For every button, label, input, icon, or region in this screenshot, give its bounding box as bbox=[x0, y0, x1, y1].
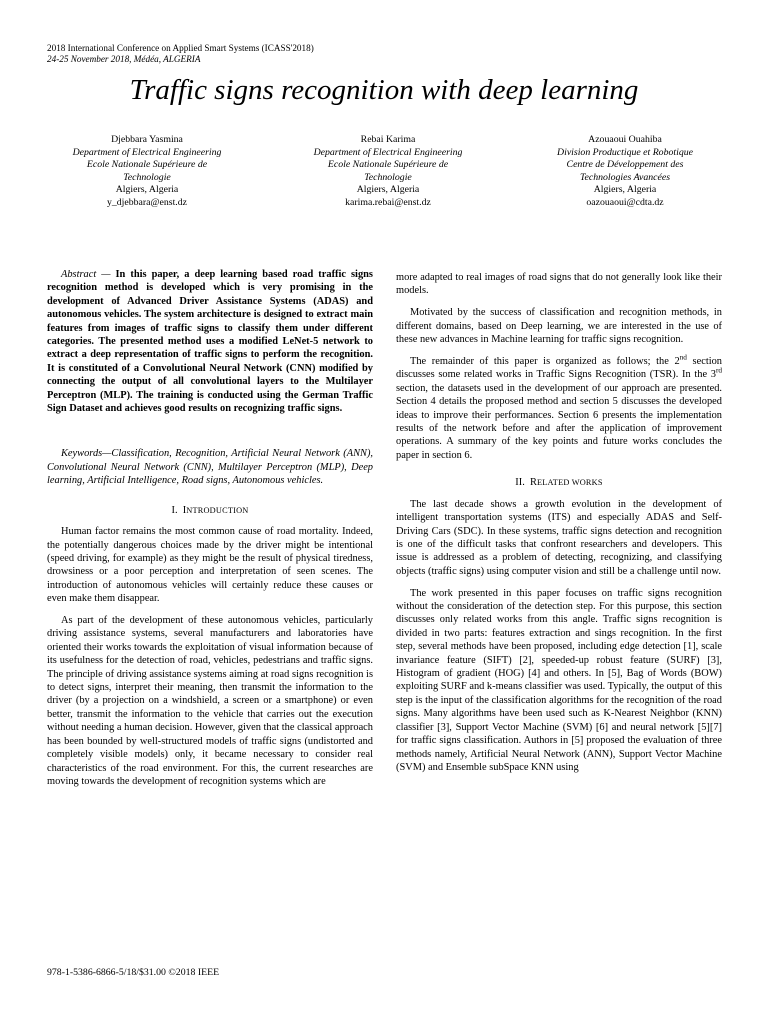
conference-date-location: 24-25 November 2018, Médéa, ALGERIA bbox=[47, 54, 201, 64]
section-number: II. bbox=[515, 477, 525, 489]
section-heading-introduction bbox=[47, 504, 373, 517]
author-department: Department of Electrical Engineering bbox=[313, 146, 463, 158]
related-paragraph-1: The last decade shows a growth evolution in the development of intelligent transportation systems (ITS) and especially ADAS and Self-Driving Cars (SDC). In these systems, traffic signs detection and recognition is one of the difficult tasks that confront researchers and developers. This issue is addressed as a problem of detecting, recognizing, and classifying objects (traffic signs) using computer vision and still be a challenge until now. bbox=[396, 498, 722, 577]
author-institution: Centre de Développement des bbox=[566, 159, 684, 171]
left-column bbox=[47, 268, 373, 797]
author-location: Algiers, Algeria bbox=[115, 184, 179, 196]
author-institution: Ecole Nationale Supérieure de bbox=[327, 159, 449, 171]
organization-text-a: The remainder of this paper is organized as follows; the 2 bbox=[410, 356, 680, 368]
section-title-rest: NTRODUCTION bbox=[186, 505, 249, 515]
author-institution-cont: Technologie bbox=[364, 171, 412, 183]
right-column bbox=[396, 271, 722, 783]
conference-header bbox=[47, 43, 314, 65]
author-2 bbox=[283, 134, 493, 210]
ordinal-suffix: nd bbox=[679, 353, 687, 362]
intro-paragraph-2: As part of the development of these autonomous vehicles, particularly driving assistance systems, several manufacturers and laboratories have oriented their works towards the exploitation of visual information because of its usefulness for the detection of road, vehicles, pedestrians and traffic signs. The principle of driving assistance systems aiming at road signs recognition is to detect signs, interpret their meaning, then transmit the information to the driver (by a projection on a windshield, a screen or a smartphone) or even better, transmit the information to the vehicle that carries out the execution without needing a human decision. However, given that the classical approach has been bounded by well-structured models of traffic signs (undistorted and completely visible models) only, it became necessary to consider real characteristics of the road environment. For this, the current researches are moving towards the development of recognition systems which are bbox=[47, 615, 373, 787]
author-name: Rebai Karima bbox=[360, 134, 416, 145]
copyright-footer: 978-1-5386-6866-5/18/$31.00 ©2018 IEEE bbox=[47, 967, 220, 978]
abstract bbox=[47, 268, 373, 415]
section-heading-related-works bbox=[396, 476, 722, 489]
section-title-rest: ELATED bbox=[536, 478, 572, 488]
section-number: I. bbox=[171, 504, 178, 516]
keywords: Keywords—Classification, Recognition, Artificial Neural Network (ANN), Convolutional Neural Network (CNN), Multilayer Perceptron (MLP), Deep learning, Artificial Intelligence, Road signs, Autonomous vehicles. bbox=[47, 448, 373, 487]
author-location: Algiers, Algeria bbox=[593, 184, 657, 196]
intro-paragraph-1: Human factor remains the most common cause of road mortality. Indeed, the potentially dangerous choices made by the driver might be intentional (speed driving, for example) as they might be the result of physical tiredness, drowsiness or a poor perception and interpretation of seen scenes. The introduction of autonomous vehicles will certainly reduce these causes or even make them disappear. bbox=[47, 526, 373, 605]
section-title-initial: R bbox=[530, 477, 537, 489]
abstract-text: In this paper, a deep learning based road traffic signs recognition method is developed which is very promising in the development of Advanced Driver Assistance Systems (ADAS) and autonomous vehicles. The system architecture is designed to extract main features from images of traffic signs to classify them under different categories. The presented method uses a modified LeNet-5 network to extract a deep representation of traffic signs to perform the recognition. It is constituted of a Convolutional Neural Network (CNN) modified by connecting the output of all convolutional layers to the Multilayer Perceptron (MLP). The training is conducted using the German Traffic Sign Dataset and achieves good results on recognizing traffic signs. bbox=[47, 269, 373, 415]
author-department: Department of Electrical Engineering bbox=[72, 146, 222, 158]
author-1 bbox=[47, 134, 247, 210]
paper-title: Traffic signs recognition with deep learning bbox=[129, 74, 639, 106]
motivation-paragraph: Motivated by the success of classification and recognition methods, in different domains, based on Deep learning, we are interested in the use of these new advances in Machine learning for traffic signs recognition. bbox=[396, 307, 722, 346]
author-name: Djebbara Yasmina bbox=[111, 134, 183, 145]
author-location: Algiers, Algeria bbox=[356, 184, 420, 196]
related-paragraph-2: The work presented in this paper focuses on traffic signs recognition without the consideration of the detection step. For this purpose, this section discusses only related works from this angle. Traffic signs recognition is divided in two parts: features extraction and sings recognition. In the first step, several methods have been proposed, including edge detection [1], scale invariance feature (SIFT) [2], speeded-up robust feature (SURF) [3], Histogram of gradient (HOG) [4] and others. In [5], Bag of Words (BOW) exploiting SURF and k-means classifier was used. Typically, the output of this step is the input of the classification algorithms for the recognition of the road signs. Many algorithms have been used such as K-Nearest Neighbor (KNN) classifier [3], Support Vector Machine (SVM) [6] and neural network [5][7] for traffic signs classification. Authors in [5] proposed the evaluation of three methods namely, Artificial Neural Network (ANN), Support Vector Machine (SVM) and Ensemble subSpace KNN using bbox=[396, 587, 722, 773]
author-institution-cont: Technologies Avancées bbox=[579, 171, 671, 183]
conference-name: 2018 International Conference on Applied Smart Systems (ICASS'2018) bbox=[47, 43, 314, 53]
author-institution-cont: Technologie bbox=[123, 171, 171, 183]
author-institution: Ecole Nationale Supérieure de bbox=[86, 159, 208, 171]
author-department: Division Productique et Robotique bbox=[557, 146, 693, 158]
author-email[interactable]: oazouaoui@cdta.dz bbox=[586, 196, 664, 208]
organization-paragraph bbox=[396, 355, 722, 462]
author-3 bbox=[523, 134, 727, 210]
ordinal-suffix: rd bbox=[715, 366, 722, 375]
author-email[interactable]: y_djebbara@enst.dz bbox=[106, 196, 188, 208]
abstract-label: Abstract — bbox=[61, 269, 111, 280]
author-name: Azouaoui Ouahiba bbox=[588, 134, 662, 145]
author-email[interactable]: karima.rebai@enst.dz bbox=[345, 196, 431, 208]
section-title-rest-2: WORKS bbox=[571, 478, 603, 488]
organization-text-c: section, the datasets used in the development of our approach are presented. Section 4 details the proposed method and section 5 discusses the developed ideas to improve their performances. Section 6 presents the implementation results of the network before and after the application of improvement operations. A summary of the key points and future works concludes the paper in section 6. bbox=[396, 382, 722, 461]
organization-text-b: section discusses some related works in Traffic Signs Recognition (TSR). In the 3 bbox=[396, 356, 722, 381]
continued-paragraph: more adapted to real images of road signs that do not generally look like their models. bbox=[396, 272, 722, 297]
section-title-initial: I bbox=[182, 504, 187, 516]
